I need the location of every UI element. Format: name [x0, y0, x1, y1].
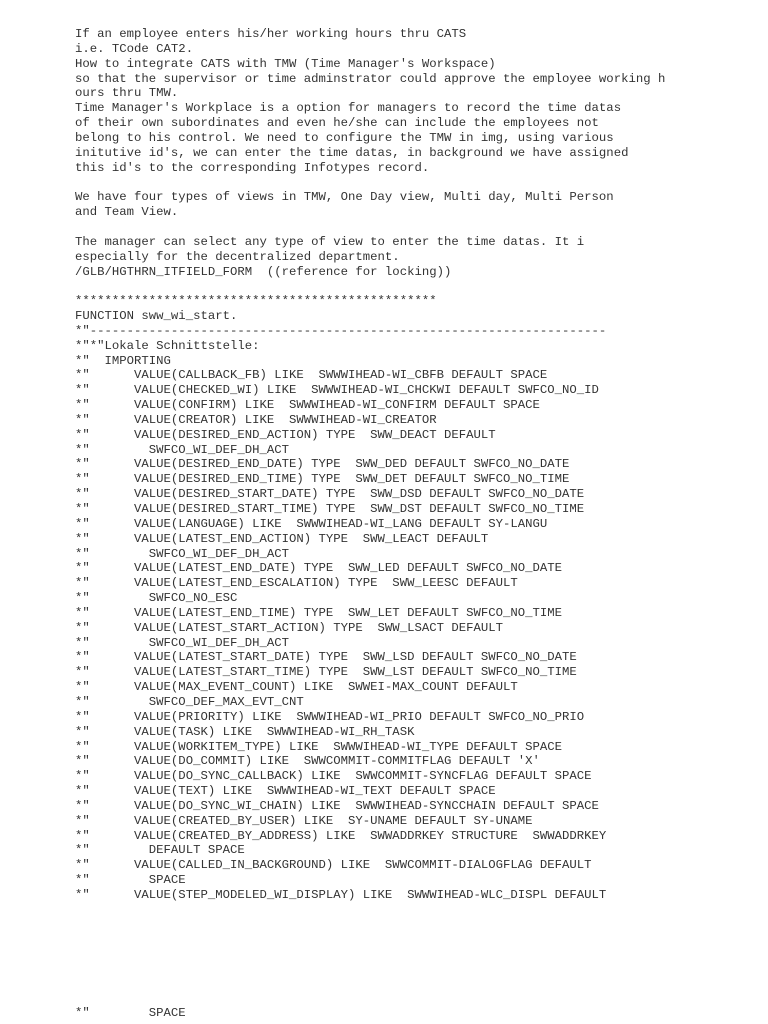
document-line: *" VALUE(LATEST_START_DATE) TYPE SWW_LSD DEFAULT SWFCO_NO_DATE: [75, 650, 577, 665]
document-line: FUNCTION sww_wi_start.: [75, 309, 238, 324]
document-line: so that the supervisor or time adminstrator could approve the employee working h: [75, 71, 666, 86]
document-line: *" VALUE(DO_SYNC_WI_CHAIN) LIKE SWWWIHEAD-SYNCCHAIN DEFAULT SPACE: [75, 798, 599, 813]
document-line: *" VALUE(CONFIRM) LIKE SWWWIHEAD-WI_CONFIRM DEFAULT SPACE: [75, 398, 540, 413]
document-line: *" VALUE(LATEST_END_TIME) TYPE SWW_LET DEFAULT SWFCO_NO_TIME: [75, 605, 563, 620]
document-line: i.e. TCode CAT2.: [75, 41, 194, 56]
document-line: *" VALUE(LATEST_END_ACTION) TYPE SWW_LEACT DEFAULT: [75, 531, 489, 546]
document-line: *" VALUE(LATEST_START_TIME) TYPE SWW_LST DEFAULT SWFCO_NO_TIME: [75, 665, 577, 680]
document-line: *"*"Lokale Schnittstelle:: [75, 338, 260, 353]
document-line: *" SWFCO_WI_DEF_DH_ACT: [75, 546, 290, 561]
document-line: *" VALUE(CHECKED_WI) LIKE SWWWIHEAD-WI_CHCKWI DEFAULT SWFCO_NO_ID: [75, 383, 599, 398]
document-trailing-line: *" SPACE: [75, 1006, 186, 1020]
document-line: /GLB/HGTHRN_ITFIELD_FORM ((reference for locking)): [75, 264, 452, 279]
document-line: *" VALUE(DESIRED_END_TIME) TYPE SWW_DET DEFAULT SWFCO_NO_TIME: [75, 472, 570, 487]
document-line: *" VALUE(CREATED_BY_ADDRESS) LIKE SWWADDRKEY STRUCTURE SWWADDRKEY: [75, 828, 607, 843]
document-line: belong to his control. We need to configure the TMW in img, using various: [75, 130, 614, 145]
document-line: initutive id's, we can enter the time datas, in background we have assigned: [75, 145, 629, 160]
document-line: [75, 279, 765, 294]
document-line: *" SWFCO_WI_DEF_DH_ACT: [75, 442, 290, 457]
document-line: especially for the decentralized department.: [75, 249, 400, 264]
document-line: and Team View.: [75, 205, 179, 220]
document-body: [75, 27, 765, 903]
document-line: *" SWFCO_WI_DEF_DH_ACT: [75, 635, 290, 650]
document-line: *" VALUE(DESIRED_END_DATE) TYPE SWW_DED DEFAULT SWFCO_NO_DATE: [75, 457, 570, 472]
document-line: The manager can select any type of view to enter the time datas. It i: [75, 234, 585, 249]
document-line: *" IMPORTING: [75, 353, 171, 368]
document-line: *" VALUE(DO_SYNC_CALLBACK) LIKE SWWCOMMIT-SYNCFLAG DEFAULT SPACE: [75, 769, 592, 784]
document-line: Time Manager's Workplace is a option for managers to record the time datas: [75, 101, 622, 116]
document-line: *" VALUE(LATEST_END_ESCALATION) TYPE SWW_LEESC DEFAULT: [75, 576, 518, 591]
document-line: *" VALUE(LATEST_START_ACTION) TYPE SWW_LSACT DEFAULT: [75, 620, 504, 635]
document-line: [75, 175, 765, 190]
document-line: *" VALUE(CREATOR) LIKE SWWWIHEAD-WI_CREATOR: [75, 412, 437, 427]
document-line: *" VALUE(CREATED_BY_USER) LIKE SY-UNAME DEFAULT SY-UNAME: [75, 813, 533, 828]
document-line: *" DEFAULT SPACE: [75, 843, 245, 858]
document-line: [75, 220, 765, 235]
document-line: this id's to the corresponding Infotypes record.: [75, 160, 430, 175]
document-line: *" VALUE(DESIRED_START_DATE) TYPE SWW_DSD DEFAULT SWFCO_NO_DATE: [75, 487, 585, 502]
document-line: *" VALUE(MAX_EVENT_COUNT) LIKE SWWEI-MAX_COUNT DEFAULT: [75, 680, 518, 695]
document-line: *" SWFCO_NO_ESC: [75, 591, 238, 606]
document-line: *" VALUE(LANGUAGE) LIKE SWWWIHEAD-WI_LANG DEFAULT SY-LANGU: [75, 516, 548, 531]
document-line: How to integrate CATS with TMW (Time Manager's Workspace): [75, 56, 496, 71]
document-line: *" VALUE(CALLED_IN_BACKGROUND) LIKE SWWCOMMIT-DIALOGFLAG DEFAULT: [75, 858, 592, 873]
document-line: *" VALUE(STEP_MODELED_WI_DISPLAY) LIKE SWWWIHEAD-WLC_DISPL DEFAULT: [75, 887, 607, 902]
document-line: *" VALUE(CALLBACK_FB) LIKE SWWWIHEAD-WI_CBFB DEFAULT SPACE: [75, 368, 548, 383]
document-line: *" VALUE(DO_COMMIT) LIKE SWWCOMMIT-COMMITFLAG DEFAULT 'X': [75, 754, 540, 769]
document-line: of their own subordinates and even he/she can include the employees not: [75, 116, 599, 131]
document-line: ours thru TMW.: [75, 86, 179, 101]
document-line: *"----------------------------------------------------------------------: [75, 323, 607, 338]
document-line: *" VALUE(LATEST_END_DATE) TYPE SWW_LED DEFAULT SWFCO_NO_DATE: [75, 561, 563, 576]
document-line: *" VALUE(TASK) LIKE SWWWIHEAD-WI_RH_TASK: [75, 724, 415, 739]
document-line: We have four types of views in TMW, One Day view, Multi day, Multi Person: [75, 190, 614, 205]
document-line: *" VALUE(WORKITEM_TYPE) LIKE SWWWIHEAD-WI_TYPE DEFAULT SPACE: [75, 739, 563, 754]
document-line: *" SWFCO_DEF_MAX_EVT_CNT: [75, 694, 304, 709]
document-line: *" VALUE(PRIORITY) LIKE SWWWIHEAD-WI_PRIO DEFAULT SWFCO_NO_PRIO: [75, 709, 585, 724]
document-line: *" SPACE: [75, 873, 186, 888]
document-line: *" VALUE(DESIRED_END_ACTION) TYPE SWW_DEACT DEFAULT: [75, 427, 496, 442]
document-line: *" VALUE(DESIRED_START_TIME) TYPE SWW_DST DEFAULT SWFCO_NO_TIME: [75, 502, 585, 516]
document-line: *" VALUE(TEXT) LIKE SWWWIHEAD-WI_TEXT DEFAULT SPACE: [75, 784, 496, 799]
document-line: *************************************************: [75, 294, 437, 309]
document-line: If an employee enters his/her working hours thru CATS: [75, 27, 467, 41]
